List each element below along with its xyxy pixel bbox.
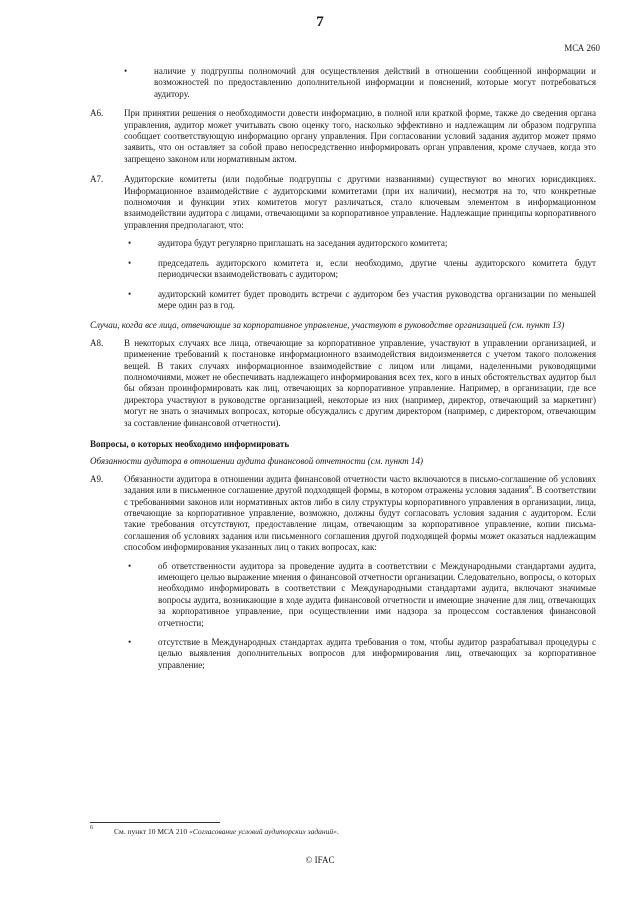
list-item-text: аудиторский комитет будет проводить встречи с аудитором без участия руководства организации по меньшей мере один раз в год.: [158, 288, 596, 310]
footnote-text-plain: См. пункт 10 МСА 210: [114, 827, 190, 836]
copyright: © IFAC: [305, 855, 335, 865]
paragraph-a9: [90, 474, 596, 672]
top-bullet-list: [124, 66, 596, 100]
heading-italic-text: Случаи, когда все лица, отвечающие за корпоративное управление, участвуют в руководстве организацией: [90, 320, 507, 331]
bullet-icon: •: [128, 238, 132, 249]
footnote-divider: [90, 822, 220, 823]
paragraph-text: Аудиторские комитеты (или подобные подгруппы с другими названиями) существуют во многих юрисдикциях. Информационное взаимодействие с аудиторскими комитетами (при их наличии), несмотря на то, что конкретные полномочия и функции этих комитетов могут различаться, стало ключевым элементом в информационном взаимодействии аудитора с лицами, отвечающими за корпоративное управление. Надлежащие принципы корпоративного управления предполагают, что:: [124, 174, 596, 230]
paragraph-label: A9.: [90, 473, 104, 484]
footnote: [90, 827, 590, 836]
footnote-text-italic: «Согласование условий аудиторских заданий»: [189, 827, 337, 836]
list-item-text: отсутствие в Международных стандартах аудита требования о том, чтобы аудитор разрабатывал процедуры с целью выявления дополнительных вопросов для информирования лиц, отвечающих за корпоративное управление;: [158, 637, 596, 670]
list-item: [128, 289, 596, 312]
list-item: [128, 238, 596, 249]
section-heading-matters-to-communicate: Вопросы, о которых необходимо информировать: [90, 438, 290, 449]
paragraph-label: A6.: [90, 108, 104, 119]
bullet-icon: •: [124, 66, 128, 76]
list-item-text: аудитора будут регулярно приглашать на заседания аудиторского комитета;: [158, 238, 448, 249]
list-item-text: об ответственности аудитора за проведение аудита в соответствии с Международными стандартами аудита, имеющего целью выражение мнения о финансовой отчетности организации. Следовательно, вопросы, о которых необходимо информировать в соответствии с Международными стандартами аудита, включают значимые вопросы аудита, возникающие в ходе аудита финансовой отчетности и имеющие значение для лиц, отвечающих за корпоративное управление, при осуществлении ими надзора за процессом составления финансовой отчетности;: [158, 560, 596, 628]
paragraph-text: При принятии решения о необходимости довести информацию, в полной или краткой форме, также до сведения органа управления, аудитор может учитывать свою оценку того, насколько эффективно и надлежащим ли образом подгруппа сообщает соответствующую информацию органу управления. При согласовании условий задания аудитор может прямо заявить, что он оставляет за собой право непосредственно информировать орган управления, кроме случаев, когда это запрещено законом или нормативным актом.: [124, 108, 596, 164]
list-item: [128, 637, 596, 671]
document-code: МСА 260: [564, 43, 600, 53]
list-item: [128, 258, 596, 281]
paragraph-text-part: Обязанности аудитора в отношении аудита финансовой отчетности часто включаются в письмо-соглашение об условиях задания или в письменное соглашение другой подходящей формы, в котором отражены условия задания: [124, 473, 596, 496]
list-item: [124, 66, 596, 100]
heading-reference: (см. пункт 13): [508, 320, 565, 331]
paragraph-a6: [90, 108, 596, 165]
footnote-reference[interactable]: 6: [528, 485, 532, 492]
paragraph-a8: [90, 338, 596, 429]
page-content: [90, 66, 596, 680]
footnote-mark: 6: [90, 825, 93, 831]
paragraph-text: [124, 474, 596, 554]
bullet-icon: •: [128, 257, 132, 268]
a7-bullet-list: [128, 238, 596, 311]
footnote-text: [114, 827, 339, 836]
heading-reference: (см. пункт 14): [367, 456, 423, 467]
paragraph-label: A8.: [90, 337, 104, 348]
bullet-icon: •: [128, 637, 132, 648]
footnote-text-end: .: [336, 827, 339, 836]
bullet-icon: •: [128, 288, 132, 299]
a9-bullet-list: [128, 561, 596, 672]
paragraph-a7: [90, 174, 596, 311]
paragraph-label: A7.: [90, 174, 104, 185]
list-item: [128, 561, 596, 629]
list-item-text: председатель аудиторского комитета и, если необходимо, другие члены аудиторского комитета будут периодически взаимодействовать с аудитором;: [158, 257, 596, 280]
page-number: 7: [316, 14, 324, 30]
heading-italic-text: Обязанности аудитора в отношении аудита финансовой отчетности: [90, 456, 366, 467]
subsection-heading-auditor-responsibilities: [90, 456, 596, 467]
section-heading-governance-management: [90, 320, 596, 331]
bullet-icon: •: [128, 560, 132, 571]
paragraph-text: В некоторых случаях все лица, отвечающие за корпоративное управление, участвуют в управлении организацией, и применение требований к постановке информационного взаимодействия видоизменяется с учетом такого положения вещей. В таких случаях информационное взаимодействие с лицом или лицами, наделенными руководящими полномочиями, может не обеспечивать надлежащего информирования всех тех, кого в иных обстоятельствах аудитор был бы обязан проинформировать как лиц, отвечающих за корпоративное управление. Например, в организации, где все директора участвуют в руководстве организацией, некоторые из них (например, директор, отвечающий за маркетинг) могут не знать о значимых вопросах, которые обсуждались с другим директором (например, с директором, отвечающим за составление финансовой отчетности).: [124, 337, 596, 428]
paragraph-text-part: . В соответствии с требованиями законов или нормативных актов либо в силу структуры корпоративного управления в организации, лица, отвечающие за корпоративное управление, возможно, должны будут согласовать условия задания с аудитором. Если такие требования отсутствуют, предоставление лицам, отвечающим за корпоративное управление, копии письма-соглашения об условиях задания или письменного соглашения другой подходящей формы может оказаться надлежащим способом информирования указанных лиц о таких вопросах, как:: [124, 485, 596, 553]
list-item-text: наличие у подгруппы полномочий для осуществления действий в отношении сообщенной информации и возможностей по предоставлению дополнительной информации и пояснений, которые могут потребоваться аудитору.: [154, 66, 596, 99]
